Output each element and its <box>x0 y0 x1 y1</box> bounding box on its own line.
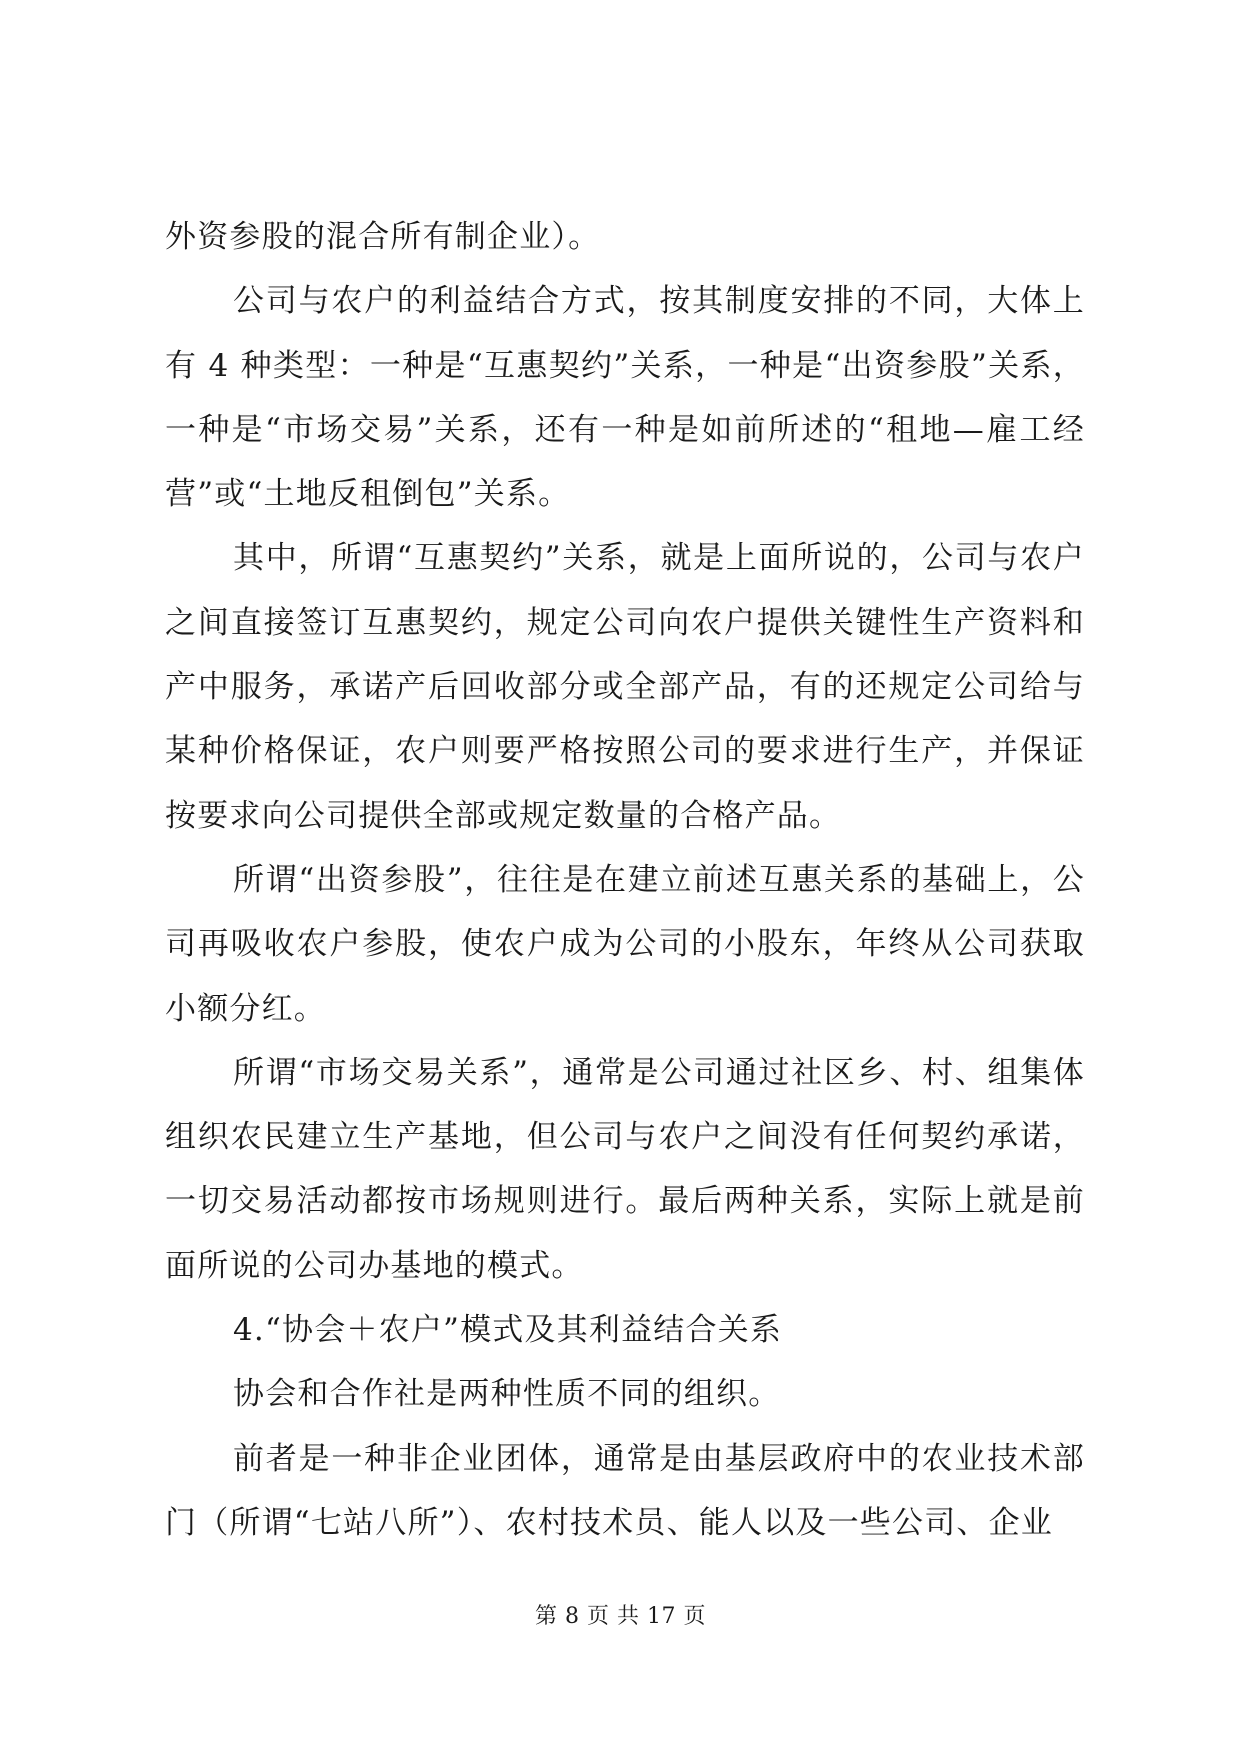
paragraph-association-cooperative: 协会和合作社是两种性质不同的组织。 <box>233 1376 781 1413</box>
paragraph-continuation: 外资参股的混合所有制企业）。 <box>165 219 601 255</box>
paragraph-market-trade: 所谓“市场交易关系”，通常是公司通过社区乡、村、组集体组织农民建立生产基地，但公司与农户之间没有任何契约承诺，一切交易活动都按市场规则进行。最后两种关系，实际上就是前面所说的公司办基地的模式。 <box>165 1054 1085 1284</box>
paragraph-interest-types: 公司与农户的利益结合方式，按其制度安排的不同，大体上有 4 种类型：一种是“互惠契约”关系，一种是“出资参股”关系，一种是“市场交易”关系，还有一种是如前所述的“租地—雇工经营”或“土地反租倒包”关系。 <box>165 283 1085 513</box>
paragraph-mutual-contract: 其中，所谓“互惠契约”关系，就是上面所说的，公司与农户之间直接签订互惠契约，规定公司向农户提供关键性生产资料和产中服务，承诺产后回收部分或全部产品，有的还规定公司给与某种价格保证，农户则要严格按照公司的要求进行生产，并保证按要求向公司提供全部或规定数量的合格产品。 <box>165 540 1085 834</box>
page-number-footer: 第 8 页 共 17 页 <box>535 1604 706 1629</box>
section-heading-association-model: 4.“协会＋农户”模式及其利益结合关系 <box>233 1312 783 1349</box>
paragraph-equity-participation: 所谓“出资参股”，往往是在建立前述互惠关系的基础上，公司再吸收农户参股，使农户成为公司的小股东，年终从公司获取小额分红。 <box>165 861 1085 1027</box>
document-body <box>165 205 1085 1555</box>
paragraph-non-enterprise-body: 前者是一种非企业团体，通常是由基层政府中的农业技术部门（所谓“七站八所”）、农村技术员、能人以及一些公司、企业 <box>165 1440 1085 1541</box>
